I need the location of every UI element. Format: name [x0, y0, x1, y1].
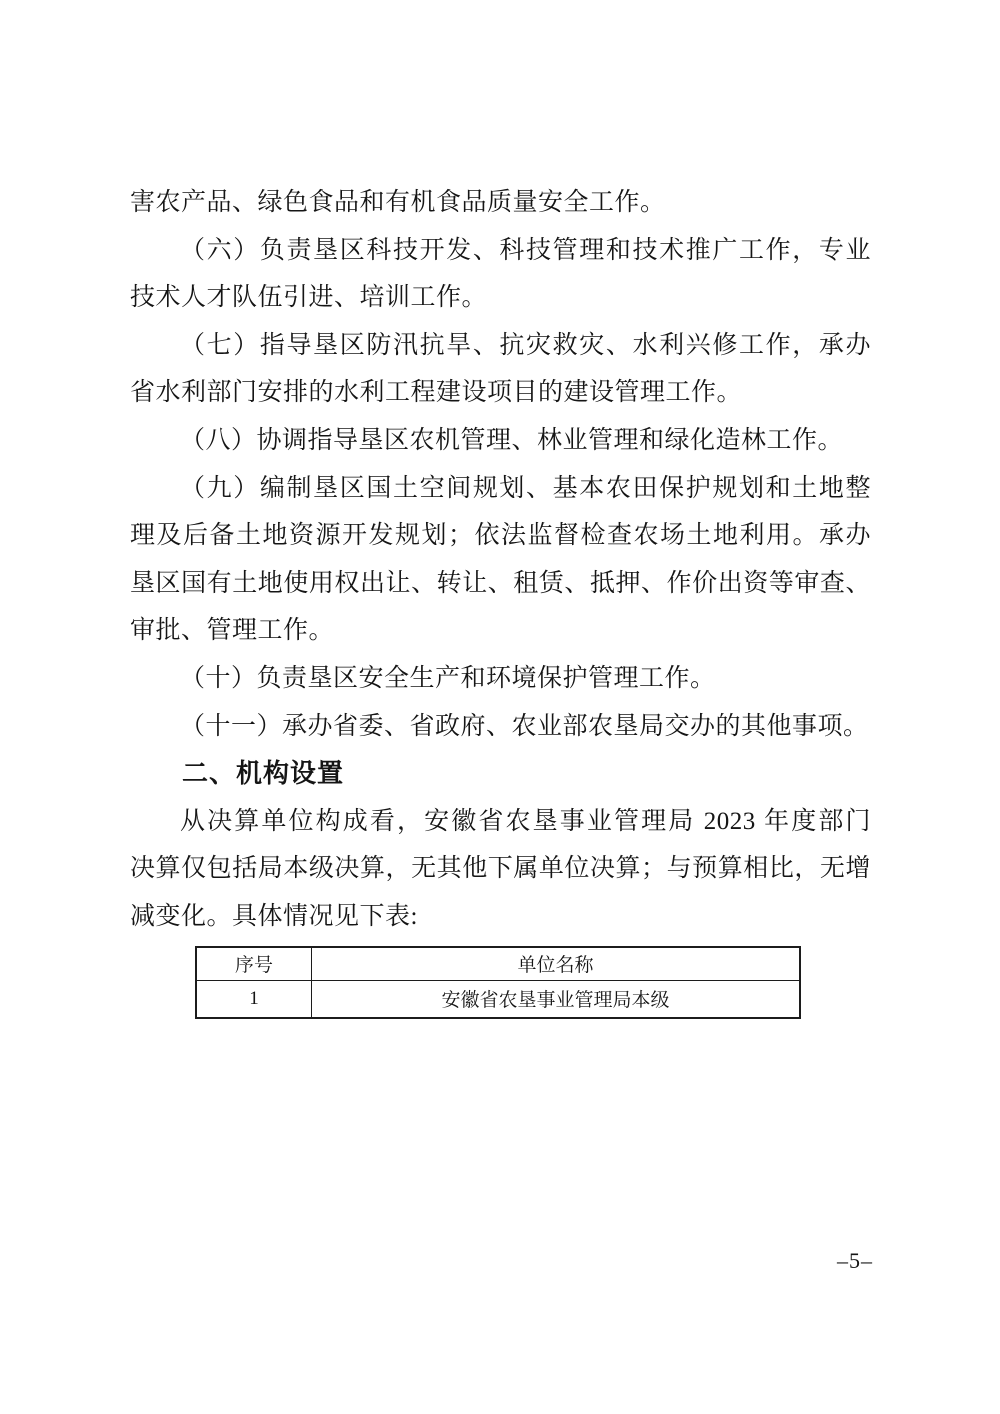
body-line: 垦区国有土地使用权出让、转让、租赁、抵押、作价出资等审查、	[130, 569, 871, 597]
body-line: 减变化。具体情况见下表:	[130, 902, 418, 930]
body-line-item-8: （八）协调指导垦区农机管理、林业管理和绿化造林工作。	[180, 426, 844, 454]
unit-table-header-name: 单位名称	[312, 947, 801, 981]
unit-table	[195, 946, 801, 1019]
unit-table-cell-seq: 1	[196, 980, 312, 1018]
page-number: –5–	[837, 1248, 873, 1273]
document-body	[130, 179, 871, 1019]
unit-table-header-seq: 序号	[196, 947, 312, 981]
unit-table-cell-name: 安徽省农垦事业管理局本级	[312, 980, 801, 1018]
body-line-item-7: （七）指导垦区防汛抗旱、抗灾救灾、水利兴修工作，承办	[180, 331, 871, 359]
body-line: 决算仅包括局本级决算，无其他下属单位决算；与预算相比，无增	[130, 855, 871, 883]
body-line-item-10: （十）负责垦区安全生产和环境保护管理工作。	[180, 664, 716, 692]
section-heading-organization: 二、机构设置	[182, 758, 345, 789]
unit-table-header-row	[196, 947, 800, 981]
body-line: 技术人才队伍引进、培训工作。	[130, 284, 488, 312]
body-line-paragraph: 从决算单位构成看，安徽省农垦事业管理局 2023 年度部门	[180, 807, 871, 835]
body-line: 省水利部门安排的水利工程建设项目的建设管理工作。	[130, 379, 743, 407]
body-line-item-9: （九）编制垦区国土空间规划、基本农田保护规划和土地整	[180, 474, 871, 502]
table-row	[196, 980, 800, 1018]
body-line-item-11: （十一）承办省委、省政府、农业部农垦局交办的其他事项。	[180, 712, 869, 740]
body-line-continuation: 害农产品、绿色食品和有机食品质量安全工作。	[130, 189, 666, 216]
body-line: 审批、管理工作。	[130, 617, 335, 645]
body-line: 理及后备土地资源开发规划；依法监督检查农场土地利用。承办	[130, 522, 871, 550]
body-line-item-6: （六）负责垦区科技开发、科技管理和技术推广工作，专业	[180, 236, 871, 264]
